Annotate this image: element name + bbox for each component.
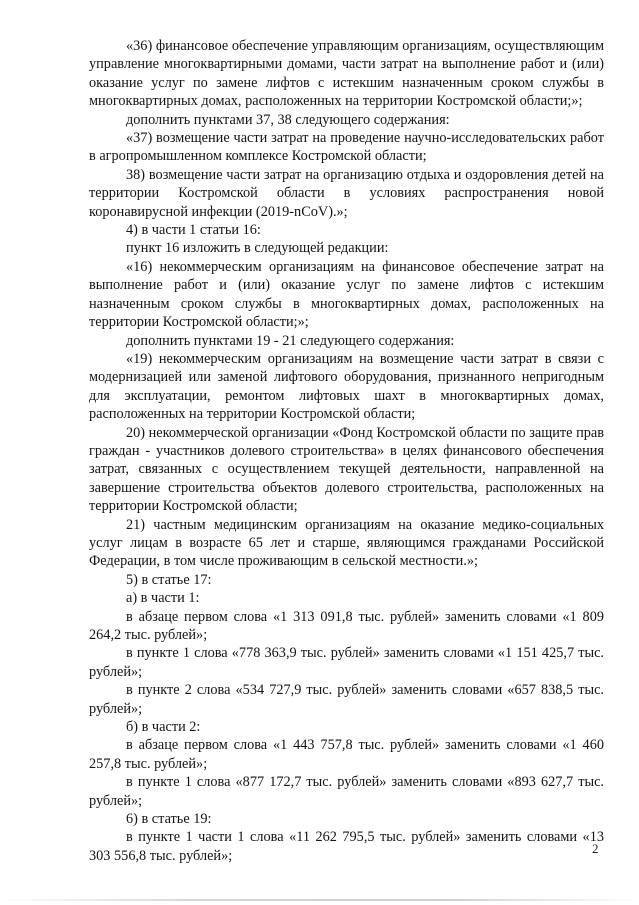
scan-edge-divider (0, 899, 639, 901)
paragraph: «37) возмещение части затрат на проведение научно-исследовательских работ в агропромышленном комплексе Костромской области; (89, 130, 604, 165)
paragraph: «19) некоммерческим организациям на возмещение части затрат в связи с модернизацией или заменой лифтового оборудования, признанного непригодным для эксплуатации, ремонтом лифтовых шахт в многоквартирных домах, расположенных на территории Костромской области; (89, 350, 604, 423)
paragraph: в абзаце первом слова «1 443 757,8 тыс. рублей» заменить словами «1 460 257,8 тыс. рублей»; (89, 737, 604, 772)
paragraph: 38) возмещение части затрат на организацию отдыха и оздоровления детей на территории Костромской области в условиях распространения новой коронавирусной инфекции (2019-nCoV).»; (89, 166, 604, 220)
document-body (89, 37, 604, 865)
paragraph: «16) некоммерческим организациям на финансовое обеспечение затрат на выполнение работ и (или) оказание услуг по замене лифтов с истекшим назначенным сроком службы в многоквартирных домах, расположенных на территории Костромской области;»; (89, 258, 604, 331)
paragraph: 4) в части 1 статьи 16: (126, 222, 261, 239)
paragraph: дополнить пунктами 19 - 21 следующего содержания: (126, 332, 455, 349)
paragraph: в пункте 1 части 1 слова «11 262 795,5 тыс. рублей» заменить словами «13 303 556,8 тыс. рублей»; (89, 829, 604, 864)
paragraph: пункт 16 изложить в следующей редакции: (126, 240, 389, 257)
paragraph: в пункте 1 слова «778 363,9 тыс. рублей» заменить словами «1 151 425,7 тыс. рублей»; (89, 645, 604, 680)
page-number: 2 (592, 841, 599, 856)
paragraph: в пункте 1 слова «877 172,7 тыс. рублей» заменить словами «893 627,7 тыс. рублей»; (89, 774, 604, 809)
paragraph: 20) некоммерческой организации «Фонд Костромской области по защите прав граждан - участников долевого строительства» в целях финансового обеспечения затрат, связанных с осуществлением текущей деятельности, направленной на завершение строительства объектов долевого строительства, расположенных на территории Костромской области; (89, 424, 604, 515)
paragraph: «36) финансовое обеспечение управляющим организациям, осуществляющим управление многоквартирными домами, части затрат на выполнение работ и (или) оказание услуг по замене лифтов с истекшим назначенным сроком службы в многоквартирных домах, расположенных на территории Костромской области;»; (89, 38, 604, 110)
paragraph: 6) в статье 19: (126, 811, 212, 828)
paragraph: в пункте 2 слова «534 727,9 тыс. рублей» заменить словами «657 838,5 тыс. рублей»; (89, 682, 604, 717)
paragraph: б) в части 2: (126, 719, 201, 736)
paragraph: в абзаце первом слова «1 313 091,8 тыс. рублей» заменить словами «1 809 264,2 тыс. рублей»; (89, 608, 604, 643)
paragraph: а) в части 1: (126, 590, 200, 607)
paragraph: дополнить пунктами 37, 38 следующего содержания: (126, 111, 450, 128)
paragraph: 5) в статье 17: (126, 571, 212, 588)
paragraph: 21) частным медицинским организациям на оказание медико-социальных услуг лицам в возрасте 65 лет и старше, являющимся гражданами Российской Федерации, в том числе проживающим в сельской местности.»; (89, 516, 604, 570)
